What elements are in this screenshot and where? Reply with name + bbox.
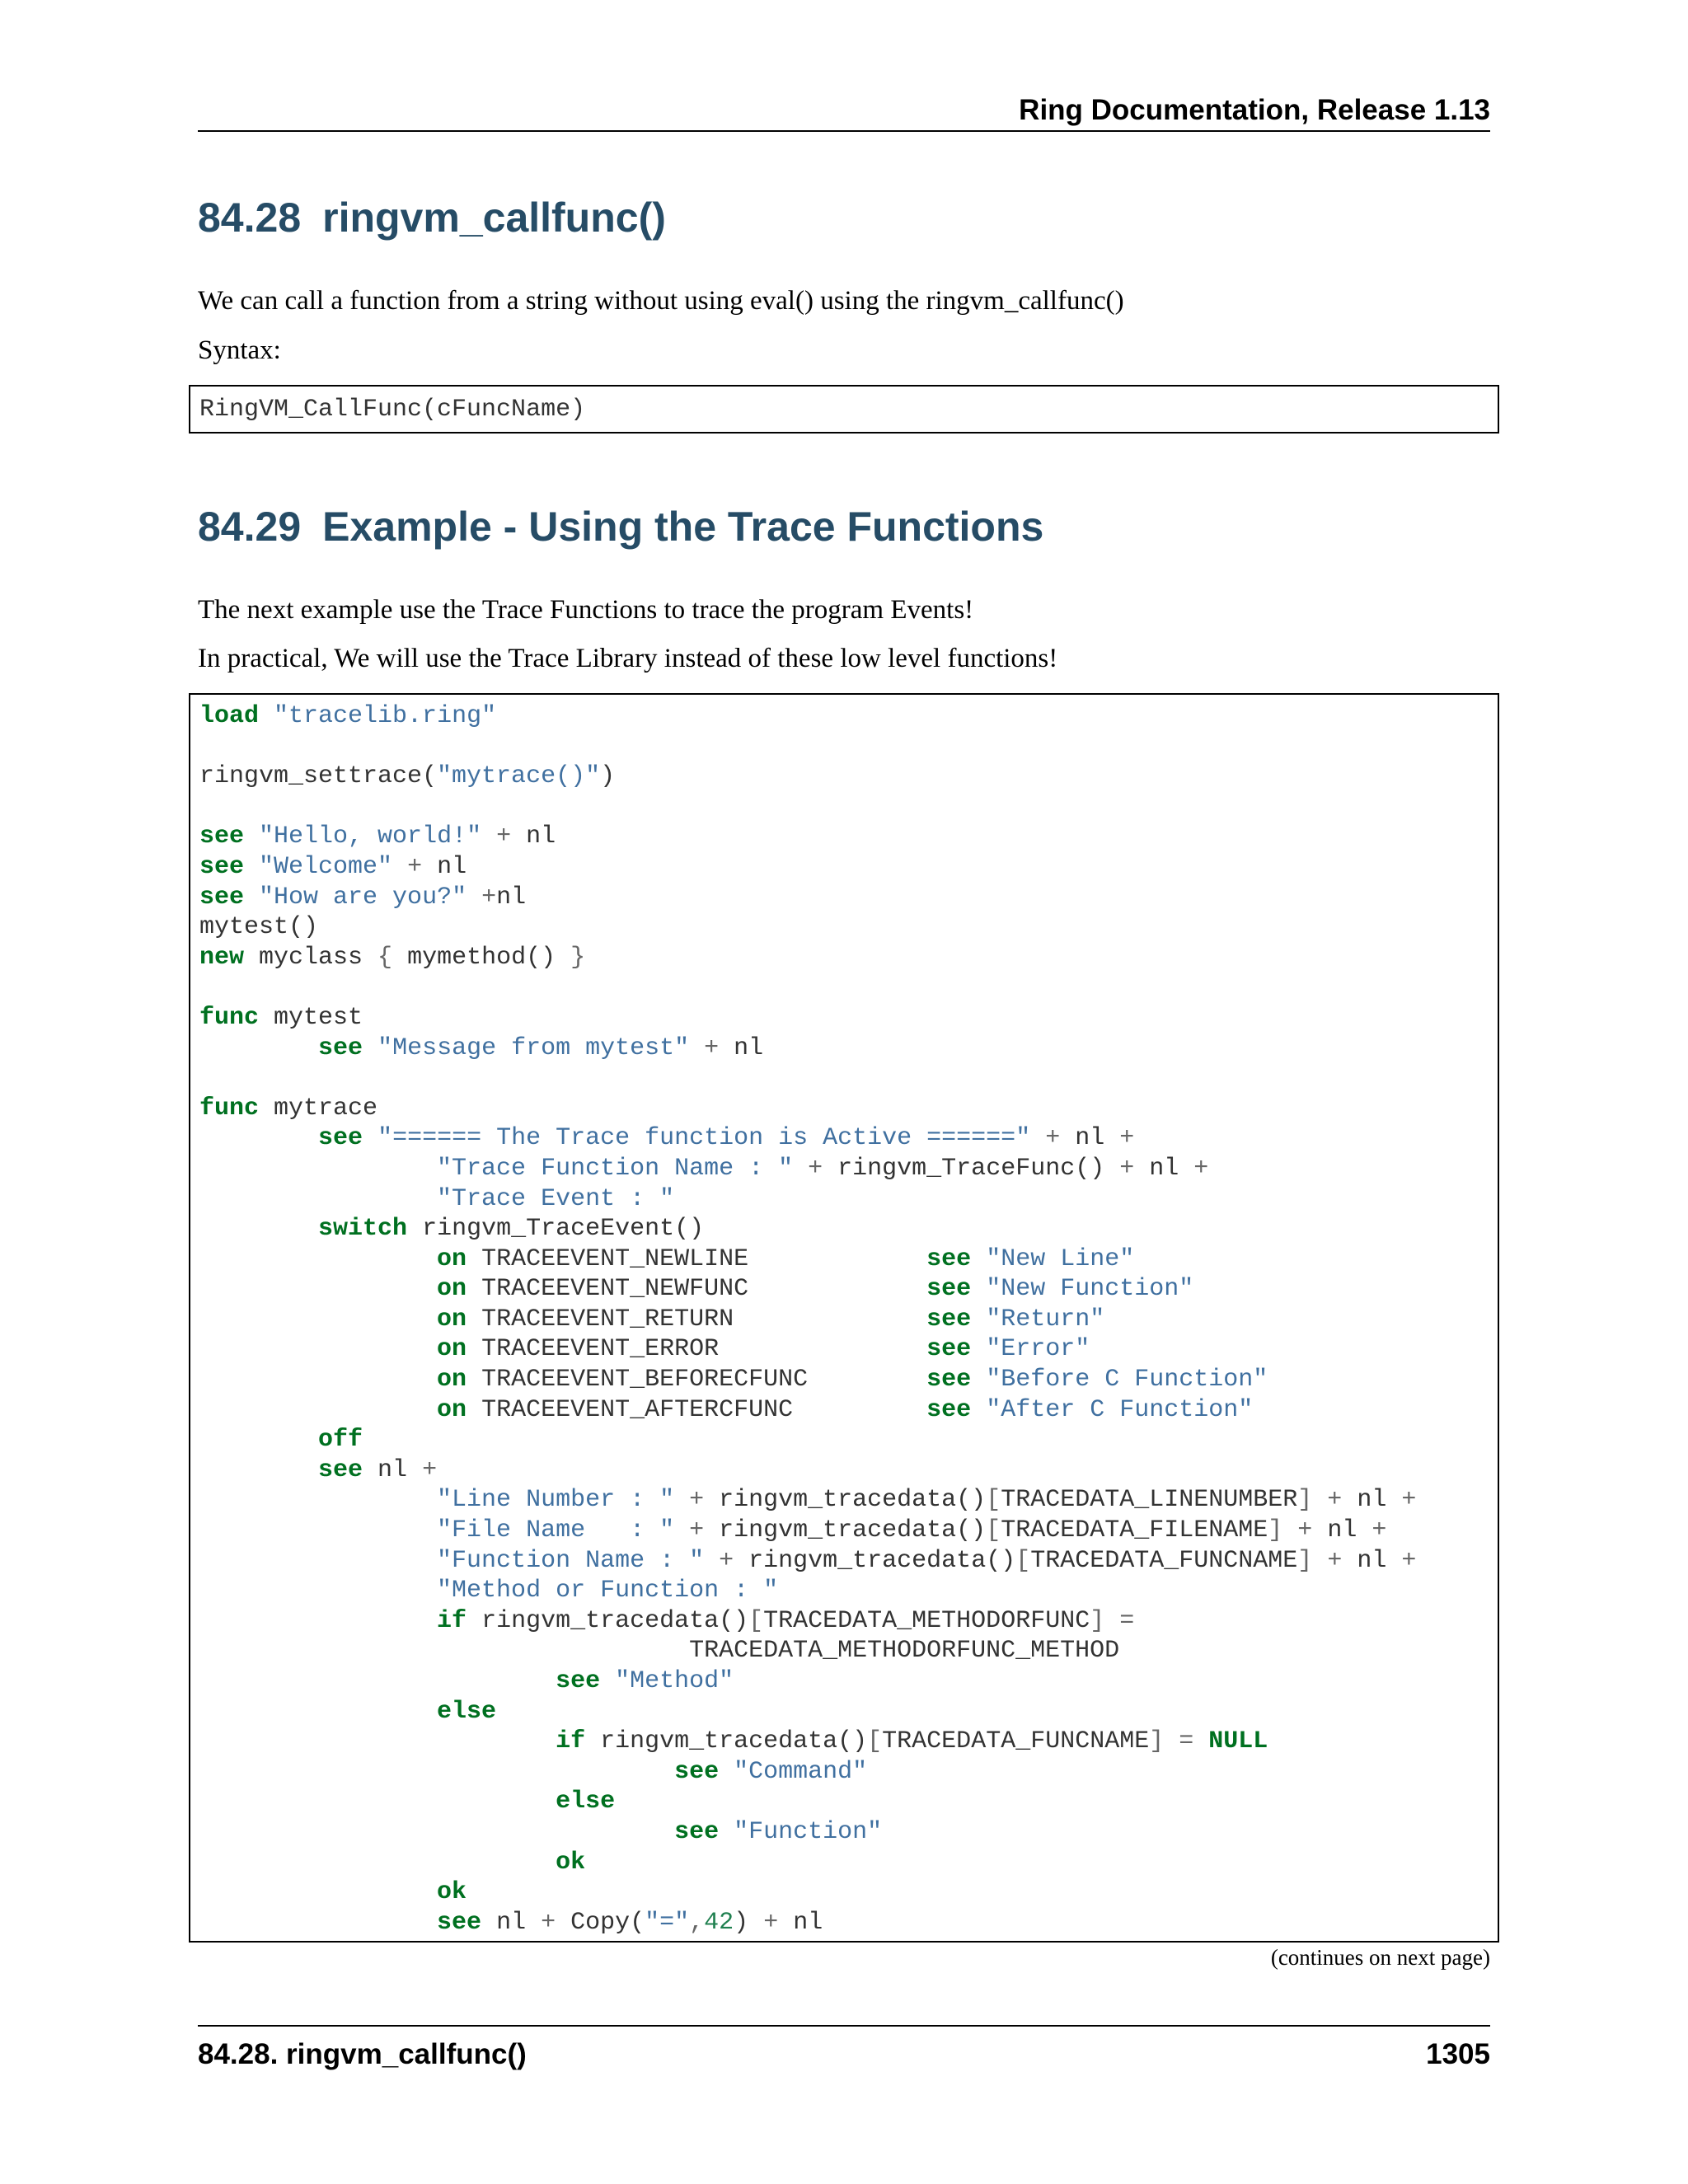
syntax-code-block (189, 385, 1499, 434)
section-title: ringvm_callfunc() (322, 194, 666, 241)
trace-code-block (189, 693, 1499, 1943)
trace-paragraph-2: In practical, We will use the Trace Library instead of these low level functions! (198, 644, 1058, 673)
page-header (198, 89, 1490, 132)
trace-paragraph-1: The next example use the Trace Functions to trace the program Events! (198, 595, 974, 625)
trace-code: load "tracelib.ring" ringvm_settrace("mytrace()") see "Hello, world!" + nl see "Welcome" + nl see "How are you?" +nl mytest() new myclass { mymethod() } func mytest see "Message from mytest" + nl func mytrace see "====== The Trace function is Active ======" + nl + "Trace Function Name : " + ringvm_TraceFunc() + nl + "Trace Event : " switch ringvm_TraceEvent() on TRACEEVENT_NEWLINE see "New Line" on TRACEEVENT_NEWFUNC see "New Function" on TRACEEVENT_RETURN see "Return" on TRACEEVENT_ERROR see "Error" on TRACEEVENT_BEFORECFUNC see "Before C Function" on TRACEEVENT_AFTERCFUNC see "After C Function" off see nl + "Line Number : " + ringvm_tracedata()[TRACEDATA_LINENUMBER] + nl + "File Name : " + ringvm_tracedata()[TRACEDATA_FILENAME] + nl + "Function Name : " + ringvm_tracedata()[TRACEDATA_FUNCNAME] + nl + "Method or Function : " if ringvm_tracedata()[TRACEDATA_METHODORFUNC] = TRACEDATA_METHODORFUNC_METHOD see "Method" else if ringvm_tracedata()[TRACEDATA_FUNCNAME] = NULL see "Command" else see "Function" ok ok see nl + Copy("=",42) + nl (199, 702, 1417, 1937)
section-number: 84.29 (198, 504, 302, 550)
footer-section: 84.28. ringvm_callfunc() (198, 2038, 527, 2070)
page-number: 1305 (1426, 2038, 1490, 2070)
section-heading-callfunc (198, 194, 666, 241)
syntax-label: Syntax: (198, 335, 281, 365)
syntax-code: RingVM_CallFunc(cFuncName) (199, 396, 586, 424)
section-number: 84.28 (198, 194, 302, 241)
callfunc-intro: We can call a function from a string without using eval() using the ringvm_callfunc() (198, 286, 1124, 316)
section-title: Example - Using the Trace Functions (322, 504, 1044, 550)
continues-note: (continues on next page) (1270, 1945, 1490, 1970)
section-heading-trace-example (198, 503, 1043, 551)
page-footer (198, 2025, 1490, 2070)
document-title: Ring Documentation, Release 1.13 (1019, 94, 1490, 126)
